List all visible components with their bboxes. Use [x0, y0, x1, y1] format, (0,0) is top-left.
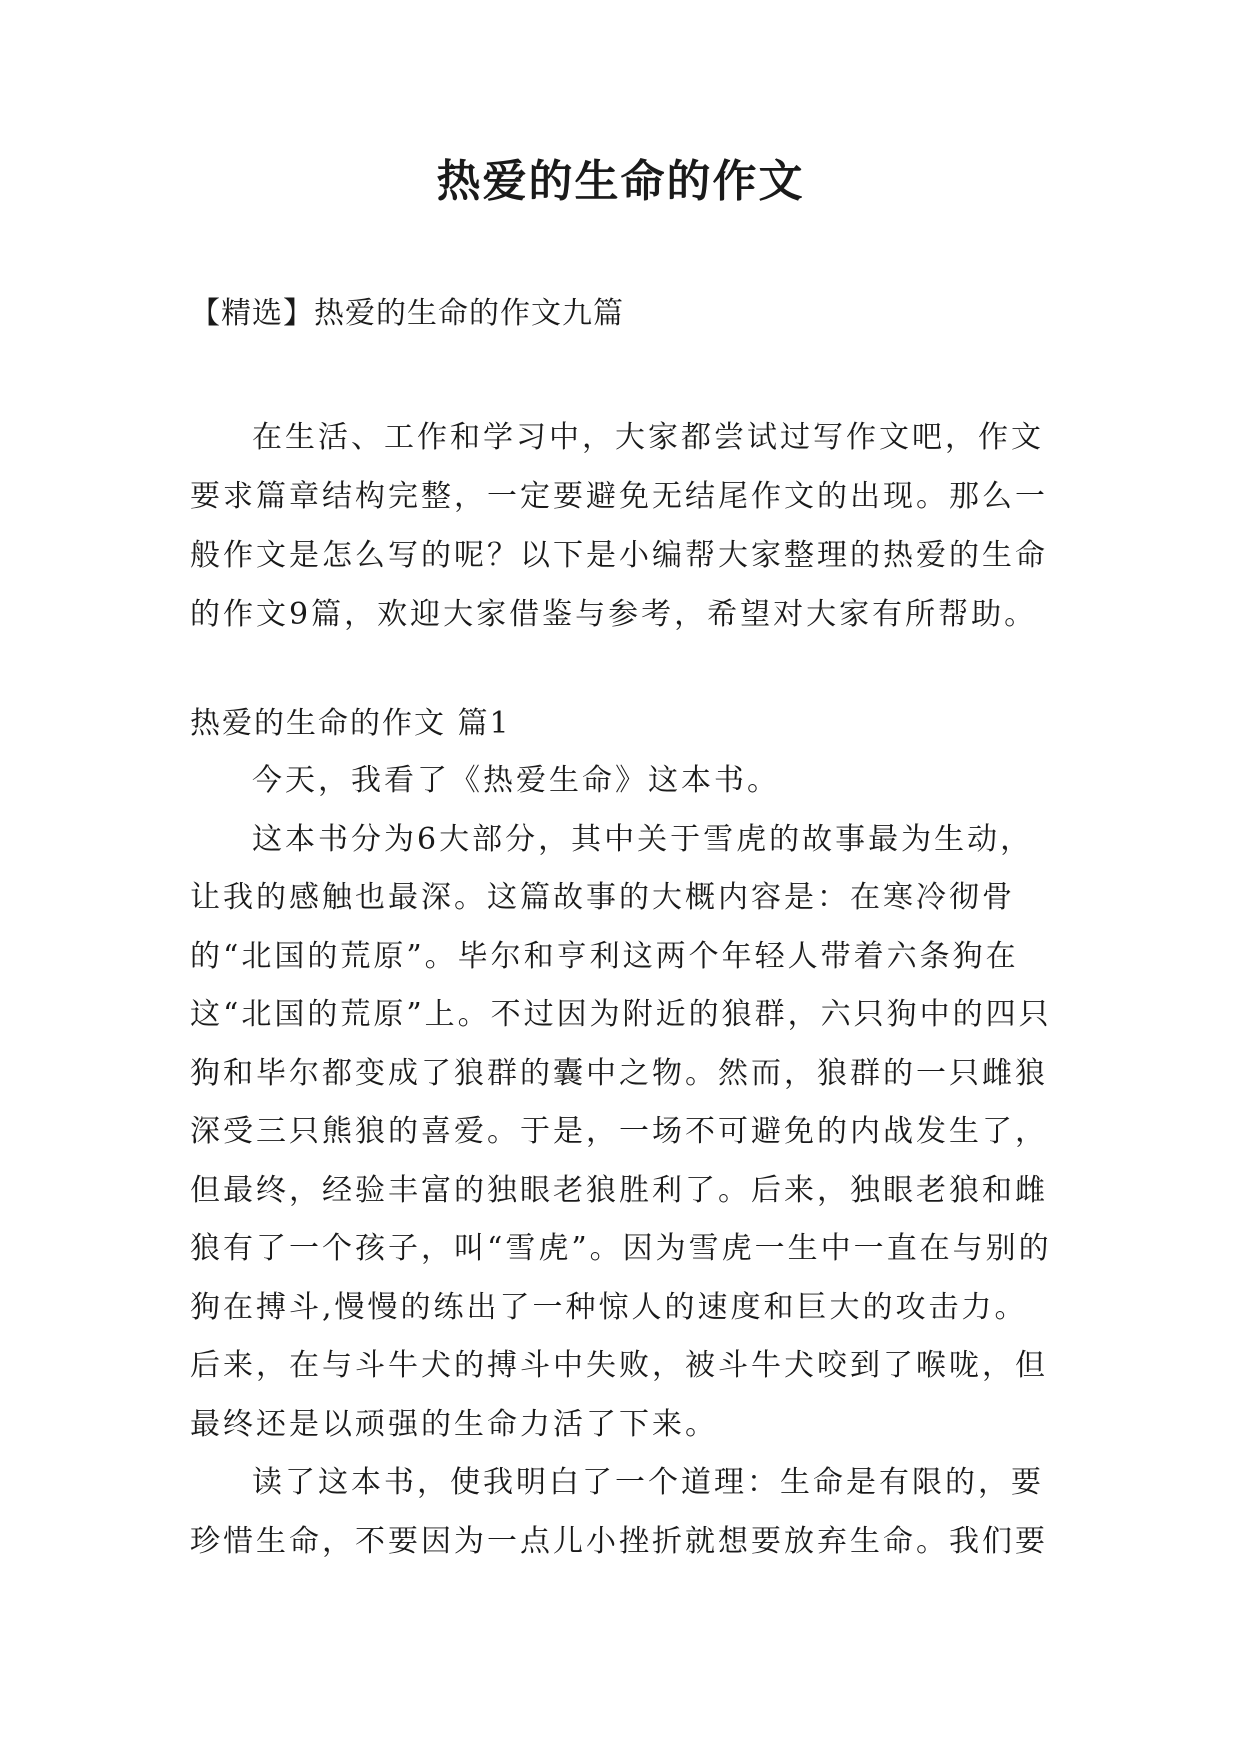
document-title: 热爱的生命的作文	[436, 156, 805, 207]
document-subtitle: 【精选】热爱的生命的作文九篇	[190, 296, 624, 331]
body-paragraph-1: 今天，我看了《热爱生命》这本书。	[252, 763, 780, 798]
section-heading: 热爱的生命的作文 篇1	[190, 706, 511, 741]
section-body	[190, 752, 1052, 1571]
body-paragraph-2: 这本书分为6大部分，其中关于雪虎的故事最为生动，让我的感触也最深。这篇故事的大概内容是：在寒冷彻骨的“北国的荒原”。毕尔和亨利这两个年轻人带着六条狗在这“北国的荒原”上。不过因为附近的狼群，六只狗中的四只狗和毕尔都变成了狼群的囊中之物。然而，狼群的一只雌狼深受三只熊狼的喜爱。于是，一场不可避免的内战发生了，但最终，经验丰富的独眼老狼胜利了。后来，独眼老狼和雌狼有了一个孩子，叫“雪虎”。因为雪虎一生中一直在与别的狗在搏斗,慢慢的练出了一种惊人的速度和巨大的攻击力。后来，在与斗牛犬的搏斗中失败，被斗牛犬咬到了喉咙，但最终还是以顽强的生命力活了下来。	[190, 821, 1052, 1442]
body-paragraph-3: 读了这本书，使我明白了一个道理：生命是有限的，要珍惜生命，不要因为一点儿小挫折就想要放弃生命。我们要	[190, 1465, 1048, 1559]
intro-paragraph: 在生活、工作和学习中，大家都尝试过写作文吧，作文要求篇章结构完整，一定要避免无结尾作文的出现。那么一般作文是怎么写的呢？以下是小编帮大家整理的热爱的生命的作文9篇，欢迎大家借鉴与参考，希望对大家有所帮助。	[190, 420, 1048, 632]
